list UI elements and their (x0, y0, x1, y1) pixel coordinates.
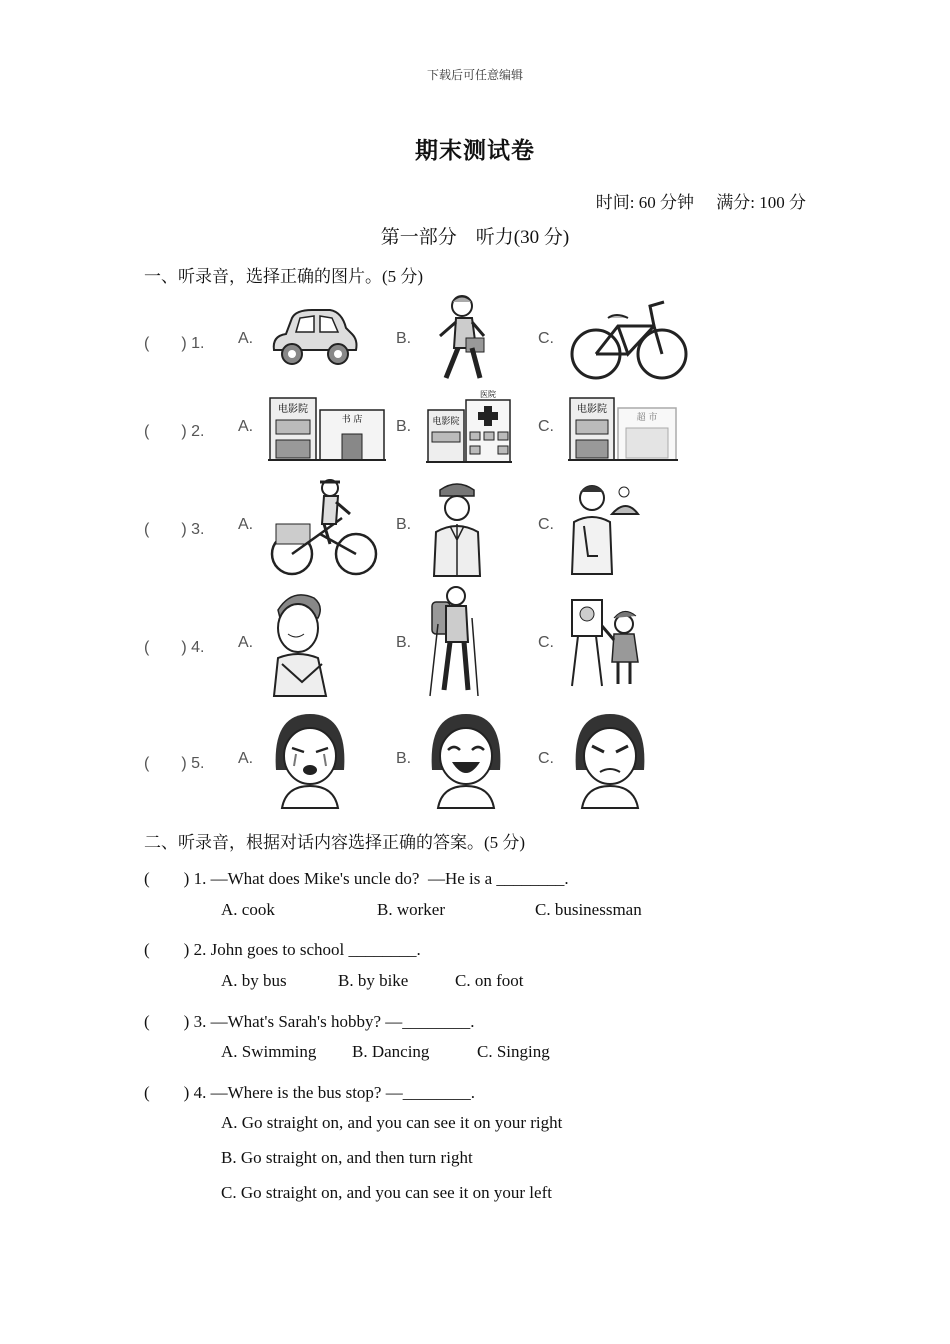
bookstore-sign: 书 店 (341, 415, 363, 425)
watermark-text: 下载后可任意编辑 (426, 68, 523, 82)
option-a-label: A. (238, 634, 254, 651)
car-picture (268, 306, 360, 368)
question-number: ( ) 3. (144, 521, 205, 538)
option-a-text: A. Go straight on, and you can see it on your right (221, 1113, 563, 1132)
option-a-text: A. cook (221, 900, 275, 919)
time-limit: 时间: 60 分钟 (595, 193, 695, 212)
girl-painting-picture (568, 596, 648, 688)
option-b-text: B. Go straight on, and then turn right (221, 1148, 473, 1167)
cinema-sign: 电影院 (278, 404, 308, 415)
option-c-label: C. (538, 516, 554, 533)
option-b-label: B. (396, 330, 412, 347)
option-a-text: A. by bus (221, 971, 287, 990)
cinema-bookstore-picture (268, 394, 386, 464)
option-b-text: B. by bike (338, 971, 409, 990)
police-officer-picture (426, 478, 488, 578)
bicycle-picture (568, 296, 690, 382)
hiker-picture (426, 584, 482, 700)
option-c-text: C. Singing (477, 1042, 550, 1061)
question-stem-3: ( ) 3. —What's Sarah's hobby? —________. (144, 1012, 475, 1031)
supermarket-sign: 超 市 (636, 413, 658, 423)
option-a-text: A. Swimming (221, 1042, 317, 1061)
listening-question-2 (144, 388, 704, 488)
listening-question-1 (144, 292, 704, 392)
question-stem-2: ( ) 2. John goes to school ________. (144, 940, 421, 959)
girl-angry-picture (572, 710, 648, 810)
option-b-text: B. worker (377, 900, 445, 919)
option-a-label: A. (238, 418, 254, 435)
exam-meta (578, 188, 806, 213)
cinema-sign: 电影院 (432, 417, 460, 427)
question-stem-4: ( ) 4. —Where is the bus stop? —________. (144, 1083, 475, 1102)
option-b-text: B. Dancing (352, 1042, 430, 1061)
option-c-text: C. on foot (455, 971, 524, 990)
boy-walking-picture (426, 292, 506, 384)
option-b-label: B. (396, 516, 412, 533)
option-b-label: B. (396, 418, 412, 435)
hospital-sign: 医院 (480, 390, 496, 399)
option-c-label: C. (538, 634, 554, 651)
question-stem-1: ( ) 1. —What does Mike's uncle do? —He is a ________. (144, 869, 569, 888)
page-title: 期末测试卷 (415, 138, 535, 163)
question-number: ( ) 4. (144, 639, 205, 656)
question-number: ( ) 5. (144, 755, 205, 772)
option-c-label: C. (538, 750, 554, 767)
cinema-hospital-picture (426, 388, 512, 466)
option-c-label: C. (538, 418, 554, 435)
section1-heading: 一、听录音，选择正确的图片。(5 分) (144, 267, 424, 286)
girl-crying-picture (272, 710, 348, 810)
postman-on-bike-picture (268, 478, 380, 578)
section2-heading: 二、听录音，根据对话内容选择正确的答案。(5 分) (144, 833, 526, 852)
option-c-text: C. businessman (535, 900, 642, 919)
full-score: 满分: 100 分 (716, 193, 806, 212)
boy-thinking-picture (268, 588, 340, 698)
cinema-supermarket-picture (568, 396, 678, 464)
option-a-label: A. (238, 516, 254, 533)
listening-question-3 (144, 474, 704, 580)
option-a-label: A. (238, 750, 254, 767)
cinema-sign: 电影院 (577, 404, 607, 415)
part-heading: 第一部分 听力(30 分) (380, 227, 570, 248)
listening-question-5 (144, 706, 704, 814)
option-b-label: B. (396, 634, 412, 651)
question-number: ( ) 2. (144, 423, 205, 440)
girl-laughing-picture (428, 710, 504, 810)
question-number: ( ) 1. (144, 335, 205, 352)
option-c-label: C. (538, 330, 554, 347)
listening-question-4 (144, 584, 704, 702)
option-c-text: C. Go straight on, and you can see it on your left (221, 1183, 552, 1202)
section2-questions (144, 864, 804, 1224)
option-b-label: B. (396, 750, 412, 767)
option-a-label: A. (238, 330, 254, 347)
waiter-picture (568, 476, 640, 576)
